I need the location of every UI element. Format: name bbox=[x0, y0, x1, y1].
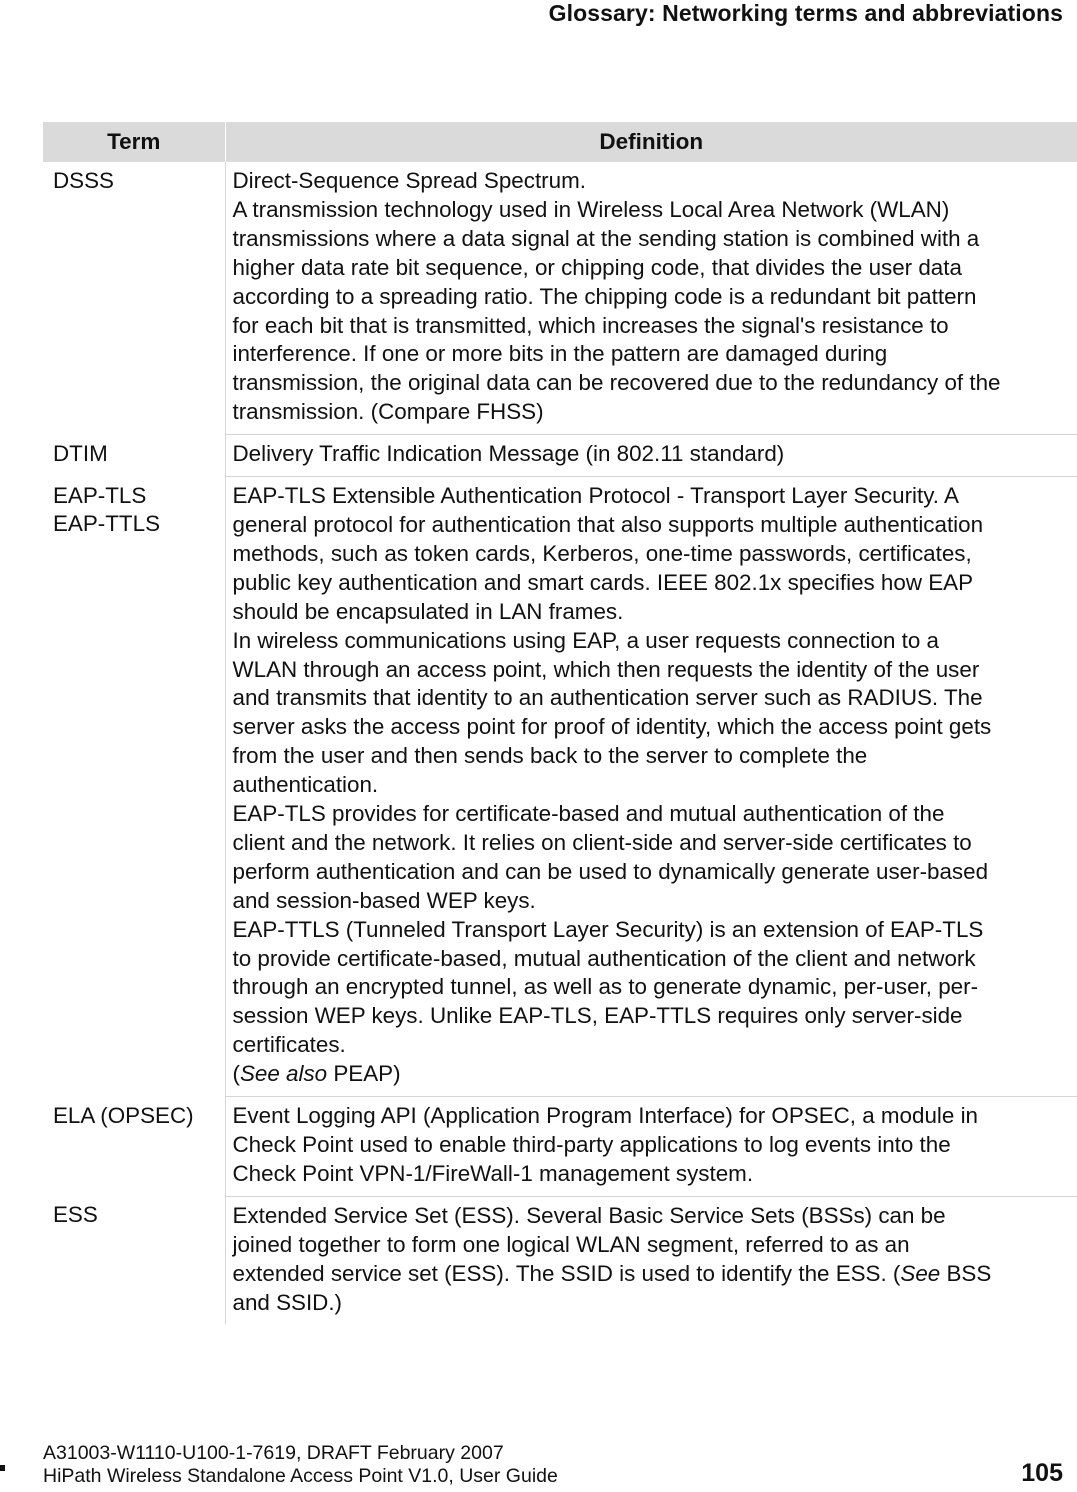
page-header-title: Glossary: Networking terms and abbreviations bbox=[548, 0, 1063, 26]
footer-doc-id: A31003-W1110-U100-1-7619, DRAFT February 2007 bbox=[43, 1442, 504, 1464]
column-header-term: Term bbox=[43, 122, 225, 162]
definition-line: and session-based WEP keys. bbox=[232, 887, 536, 913]
definition-line: transmission. (Compare FHSS) bbox=[232, 399, 544, 425]
definition-line: methods, such as token cards, Kerberos, one-time passwords, certificates, bbox=[232, 540, 972, 566]
definition-line: Check Point VPN-1/FireWall-1 management system. bbox=[232, 1160, 754, 1186]
footer-guide-title: HiPath Wireless Standalone Access Point V1.0, User Guide bbox=[43, 1465, 558, 1487]
definition-cell bbox=[225, 477, 1077, 1097]
glossary-table bbox=[43, 122, 1077, 1324]
definition-line: authentication. bbox=[232, 772, 379, 798]
definition-line: certificates. bbox=[232, 1032, 346, 1058]
table-row bbox=[43, 1097, 1077, 1197]
definition-cell bbox=[225, 435, 1077, 477]
definition-cell bbox=[225, 1097, 1077, 1197]
definition-line: for each bit that is transmitted, which increases the signal's resistance to bbox=[232, 312, 949, 338]
definition-line: interference. If one or more bits in the pattern are damaged during bbox=[232, 341, 888, 367]
footer-mark bbox=[0, 1465, 5, 1471]
definition-line: server asks the access point for proof of identity, which the access point gets bbox=[232, 714, 992, 740]
term-cell: DSSS bbox=[53, 168, 114, 193]
definition-line: public key authentication and smart cards. IEEE 802.1x specifies how EAP bbox=[232, 569, 974, 595]
definition-line: through an encrypted tunnel, as well as to generate dynamic, per-user, per- bbox=[232, 974, 979, 1000]
definition-line: perform authentication and can be used to dynamically generate user-based bbox=[232, 858, 989, 884]
definition-line: Check Point used to enable third-party applications to log events into the bbox=[232, 1132, 951, 1157]
definition-line: higher data rate bit sequence, or chipping code, that divides the user data bbox=[232, 254, 962, 280]
table-row bbox=[43, 435, 1077, 477]
definition-cell bbox=[225, 162, 1077, 435]
definition-line: Extended Service Set (ESS). Several Basic Service Sets (BSSs) can be bbox=[232, 1202, 946, 1228]
definition-line: WLAN through an access point, which then requests the identity of the user bbox=[232, 656, 980, 682]
definition-line: to provide certificate-based, mutual authentication of the client and network bbox=[232, 945, 976, 971]
table-header-row bbox=[43, 122, 1077, 162]
definition-line: general protocol for authentication that also supports multiple authentication bbox=[232, 511, 984, 537]
definition-line: EAP-TTLS (Tunneled Transport Layer Security) is an extension of EAP-TLS bbox=[232, 916, 984, 942]
definition-line: from the user and then sends back to the server to complete the bbox=[232, 743, 868, 769]
see-line-before: extended service set (ESS). The SSID is used to identify the ESS. ( bbox=[232, 1260, 901, 1286]
table-row bbox=[43, 162, 1077, 435]
definition-line: and SSID.) bbox=[232, 1289, 343, 1315]
definition-line: Direct-Sequence Spread Spectrum. bbox=[232, 168, 586, 193]
see-also-reference bbox=[233, 1060, 1068, 1089]
table-row bbox=[43, 1196, 1077, 1324]
definition-line: according to a spreading ratio. The chipping code is a redundant bit pattern bbox=[232, 283, 977, 309]
table-row bbox=[43, 477, 1077, 1097]
definition-line: transmissions where a data signal at the sending station is combined with a bbox=[232, 225, 980, 251]
see-reference-line bbox=[233, 1260, 1068, 1289]
definition-line: transmission, the original data can be recovered due to the redundancy of the bbox=[232, 370, 1001, 396]
definition-line: and transmits that identity to an authentication server such as RADIUS. The bbox=[232, 685, 983, 711]
term-cell: EAP-TLS EAP-TTLS bbox=[53, 482, 161, 537]
definition-cell bbox=[225, 1196, 1077, 1324]
term-cell: ESS bbox=[53, 1202, 98, 1228]
see-also-target: PEAP) bbox=[327, 1061, 401, 1087]
see-also-label: See also bbox=[239, 1061, 328, 1087]
definition-line: A transmission technology used in Wireless Local Area Network (WLAN) bbox=[232, 196, 950, 222]
term-cell: ELA (OPSEC) bbox=[53, 1102, 194, 1128]
definition-line: Event Logging API (Application Program Interface) for OPSEC, a module in bbox=[232, 1103, 978, 1129]
definition-line: Delivery Traffic Indication Message (in 802.11 standard) bbox=[232, 441, 785, 467]
definition-line: EAP-TLS provides for certificate-based and mutual authentication of the bbox=[232, 801, 945, 827]
definition-line: session WEP keys. Unlike EAP-TLS, EAP-TTLS requires only server-side bbox=[232, 1003, 963, 1029]
definition-line: client and the network. It relies on client-side and server-side certificates to bbox=[232, 829, 972, 855]
term-cell: DTIM bbox=[53, 440, 108, 466]
definition-line: should be encapsulated in LAN frames. bbox=[232, 598, 624, 624]
page-number: 105 bbox=[1021, 1459, 1063, 1487]
see-line-after: BSS bbox=[940, 1260, 992, 1286]
definition-line: joined together to form one logical WLAN segment, referred to as an bbox=[232, 1231, 910, 1257]
see-also-open: ( bbox=[232, 1061, 240, 1087]
column-header-definition: Definition bbox=[225, 122, 1077, 162]
see-label: See bbox=[900, 1260, 941, 1286]
definition-line: EAP-TLS Extensible Authentication Protocol - Transport Layer Security. A bbox=[232, 483, 959, 509]
definition-line: In wireless communications using EAP, a user requests connection to a bbox=[232, 627, 940, 653]
